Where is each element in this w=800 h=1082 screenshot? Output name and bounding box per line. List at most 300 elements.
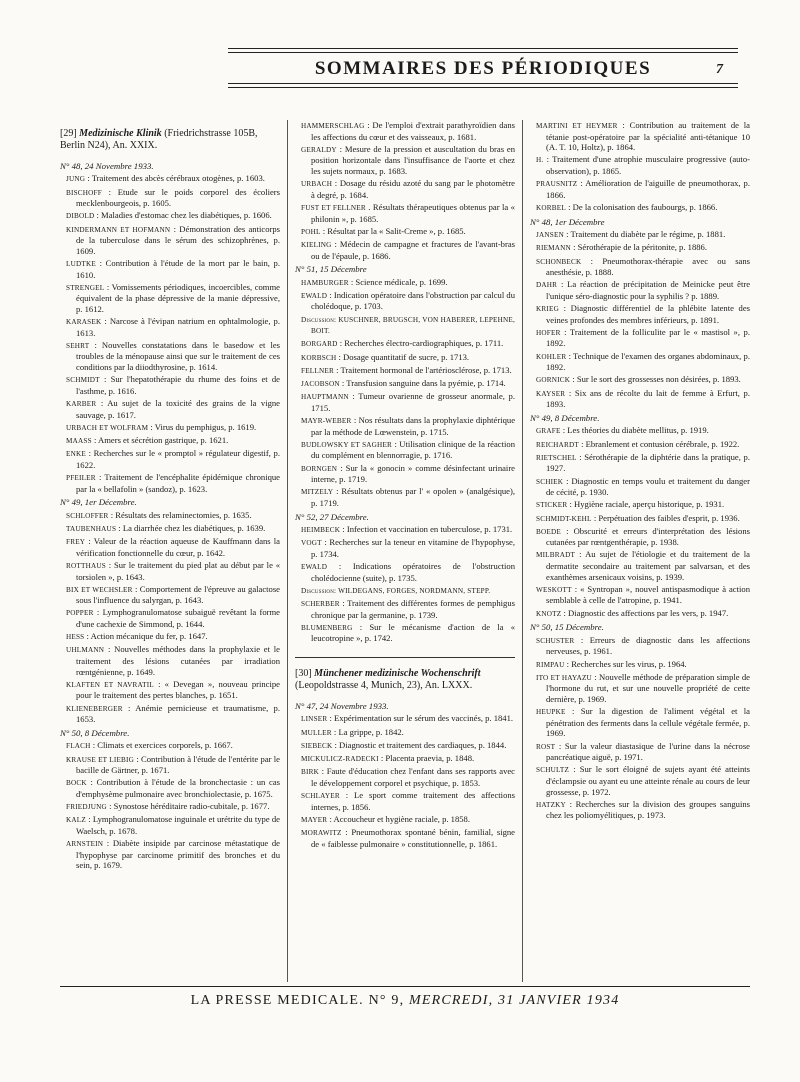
journal-details: (Leopoldstrasse 4, Munich, 23), An. LXXX.	[295, 680, 473, 692]
article-entry	[60, 801, 280, 813]
article-entry	[295, 277, 515, 289]
article-entry	[295, 561, 515, 583]
article-title: : Etude sur le poids corporel des écoliers mecklenbourgeois, p. 1605.	[76, 186, 280, 209]
article-author: SCHERBER	[301, 600, 340, 609]
article-title: : Obscurité et erreurs d'interprétation des lésions cutanées par rœntgenthérapie, p. 1938.	[546, 525, 750, 548]
article-entry	[60, 584, 280, 606]
article-author: HAMMERSCHLAG	[301, 122, 365, 130]
article-author: PRAUSNITZ	[536, 180, 578, 189]
article-title: : « Syntropan », nouvel antispasmodique à action semblable à celle de l'atropine, p. 1941.	[546, 583, 750, 606]
article-author: GRAFE	[536, 427, 561, 436]
article-entry	[530, 659, 750, 671]
header-rule-bottom	[228, 83, 738, 84]
header-rule-top-thin	[228, 52, 738, 53]
article-entry	[530, 741, 750, 763]
article-entry	[295, 727, 515, 739]
article-title: : Virus du pemphigus, p. 1619.	[150, 421, 257, 432]
article-title: : Nouvelles méthodes dans la prophylaxie et le traitement des lésions cutanées par irradiation rœntgénienne, p. 1649.	[76, 644, 280, 677]
article-title: : Recherches électro-cardiographiques, p. 1711.	[339, 338, 504, 349]
article-author: BOEDE	[536, 527, 561, 536]
article-author: HESS	[66, 633, 85, 642]
article-author: JACOBSON	[301, 380, 340, 388]
article-entry	[530, 764, 750, 797]
article-entry	[60, 510, 280, 522]
article-entry	[295, 314, 515, 337]
article-entry	[295, 524, 515, 536]
article-title: : La diarrhée chez les diabétiques, p. 1639.	[118, 522, 266, 533]
article-title: : Sur la valeur diastasique de l'urine dans la nécrose pancréatique aiguë, p. 1971.	[546, 740, 750, 763]
article-title: : Science médicale, p. 1699.	[350, 276, 448, 287]
article-entry	[60, 703, 280, 725]
article-entry	[295, 598, 515, 620]
article-title: : Recherches sur la teneur en vitamine de l'hypophyse, p. 1734.	[311, 537, 515, 559]
article-title: : Sur la digestion de l'aliment végétal et la pénétration des ferments dans la cellule végétale fermée, p. 1969.	[546, 706, 750, 739]
article-entry	[60, 644, 280, 677]
issue-heading: N° 48, 24 Novembre 1933.	[60, 160, 154, 171]
journal-details: (Friedrichstrasse 105B, Berlin N24), An. XXIX.	[60, 128, 258, 152]
article-author: MARTINI ET HEYMER	[536, 122, 618, 130]
article-entry	[530, 202, 750, 214]
column-divider	[522, 120, 523, 982]
article-title: : Sur le sort des grossesses non désirées, p. 1893.	[572, 374, 741, 385]
issue-heading: N° 47, 24 Novembre 1933.	[295, 700, 389, 711]
article-entry	[530, 499, 750, 511]
article-entry	[530, 549, 750, 582]
article-author: HEIMBECK	[301, 526, 341, 535]
article-title: : Sur le traitement du pied plat au début par le « torsiolen », p. 1643.	[76, 559, 280, 582]
article-title: : Pneumothorax-thérapie avec ou sans anesthésie, p. 1888.	[546, 255, 750, 278]
article-title: : Climats et exercices corporels, p. 1667.	[92, 740, 233, 751]
article-title: : Anémie pernicieuse et traumatisme, p. 1653.	[76, 702, 280, 725]
article-title: : La grippe, p. 1842.	[333, 726, 404, 737]
article-author: KAYSER	[536, 389, 566, 398]
article-author: KRIEG	[536, 305, 559, 314]
article-author: SEHRT	[66, 341, 90, 350]
article-entry	[530, 351, 750, 373]
article-title: : Contribution à l'étude de la mort par le bain, p. 1610.	[76, 257, 280, 280]
article-author: LINSER	[301, 715, 328, 724]
article-title: : Nouvelle méthode de préparation simple de l'hormone du rut, et sur une nouvelle propriété de cette dernière, p. 1969.	[546, 671, 751, 704]
issue-heading: N° 48, 1er Décembre	[530, 216, 605, 227]
article-entry	[295, 740, 515, 752]
article-entry	[530, 327, 750, 349]
article-entry	[530, 452, 750, 474]
article-author: RIMPAU	[536, 660, 565, 669]
article-title: : Dosage du résidu azoté du sang par le photomètre à degré, p. 1684.	[311, 178, 515, 200]
article-title: : Recherches sur les virus, p. 1964.	[566, 658, 687, 669]
article-entry	[60, 814, 280, 836]
article-author: BIX ET WECHSLER	[66, 585, 133, 594]
article-author: FELLNER	[301, 366, 334, 375]
article-title: : Traitement d'une atrophie musculaire progressive (auto-observation), p. 1865.	[546, 154, 750, 176]
article-author: MICKULICZ-RADECKI	[301, 754, 379, 763]
article-author: BUDLOWSKY ET SAGHER	[301, 440, 393, 449]
article-title: : Accoucheur et hygiène raciale, p. 1858.	[329, 813, 470, 824]
article-title: : Faute d'éducation chez l'enfant dans ses rapports avec le développement corporel et psychique, p. 1853.	[311, 766, 515, 788]
article-author: JANSEN	[536, 231, 564, 240]
article-entry	[60, 340, 280, 373]
journal-heading	[295, 668, 515, 693]
article-author: SCHLAYER	[301, 791, 340, 800]
article-entry	[295, 622, 515, 644]
article-author: JUNG	[66, 175, 86, 184]
article-author: DIBOLD	[66, 212, 95, 221]
article-author: HAUPTMANN	[301, 393, 349, 402]
article-entry	[60, 777, 280, 799]
article-title: : Diabète insipide par carcinose métastatique de l'hypophyse par carcinome primitif des bronches et du sein, p. 1679.	[76, 838, 280, 871]
article-title: : Traitement des abcès cérébraux otogènes, p. 1603.	[87, 173, 265, 184]
article-entry	[295, 814, 515, 826]
article-author: PFEILER	[66, 473, 96, 482]
article-author: DAHR	[536, 281, 558, 290]
article-title: : Action mécanique du fer, p. 1647.	[86, 631, 208, 642]
article-title: : Lymphogranulomatose subaiguë revêtant la forme d'une cachexie de Simmond, p. 1644.	[76, 607, 280, 630]
article-author: SCHMIDT-KEHL	[536, 514, 592, 523]
article-author: VOGT	[301, 539, 322, 548]
article-entry	[530, 635, 750, 657]
article-entry	[60, 472, 280, 494]
article-entry	[295, 391, 515, 413]
issue-heading: N° 49, 8 Décembre.	[530, 412, 600, 423]
article-entry	[530, 608, 750, 620]
article-title: : Expérimentation sur le sérum des vaccinés, p. 1841.	[329, 713, 514, 724]
article-entry	[60, 173, 280, 185]
article-author: BORGARD	[301, 340, 338, 349]
article-author: STICKER	[536, 501, 568, 510]
article-entry	[295, 144, 515, 177]
article-author: ROST	[536, 742, 556, 751]
article-title: : Nouvelles constatations dans le basedow et les troubles de la ménopause ainsi que sur le traitement de ces conditions par la diiodthyrosine, p. 1614.	[76, 339, 280, 373]
article-title: : Contribution à l'étude de l'entérite par le bacille de Gärtner, p. 1671.	[76, 753, 280, 776]
article-title: : Contribution au traitement de la tétanie post-opératoire par la spécialité anti-tétanique 10 (A. T. 10, Holtz), p. 1864.	[546, 120, 750, 153]
page-title: SOMMAIRES DES PÉRIODIQUES	[314, 58, 652, 79]
issue-heading: N° 51, 15 Décembre	[295, 264, 367, 275]
article-title: : Narcose à l'évipan natrium en ophtalmologie, p. 1613.	[76, 316, 280, 338]
article-author: SCHULTZ	[536, 766, 570, 775]
page-footer	[60, 993, 750, 1009]
article-title: : Sérothérapie de la diphtérie dans la pratique, p. 1927.	[546, 451, 750, 474]
article-entry	[60, 536, 280, 558]
article-author: SCHUSTER	[536, 636, 575, 645]
article-entry	[295, 753, 515, 765]
article-title: : Le sport comme traitement des affections internes, p. 1856.	[311, 789, 516, 812]
journal-name: Medizinische Klinik	[79, 128, 162, 139]
article-author: KRAUSE ET LIEBIG	[66, 755, 135, 764]
article-author: BISCHOFF	[66, 188, 102, 197]
article-title: : Infection et vaccination en tuberculose, p. 1731.	[342, 524, 513, 535]
article-author: KLAFTEN ET NAVRATIL	[66, 680, 154, 689]
article-title: : Indication opératoire dans l'obstruction par calcul du cholédoque, p. 1703.	[311, 289, 515, 312]
article-author: HAMBURGER	[301, 278, 349, 287]
article-entry	[530, 242, 750, 254]
article-title: : Mesure de la pression et auscultation du bras en position horizontale dans l'insuffisance de l'aorte et chez les sujets normaux, p. 1683.	[311, 143, 515, 176]
article-entry	[60, 374, 280, 396]
article-title: : Indications opératoires de l'obstruction cholédocienne (suite), p. 1735.	[311, 561, 516, 583]
article-author: KALZ	[66, 816, 86, 825]
article-title: : Utilisation clinique de la réaction du complément en blennorragie, p. 1716.	[311, 438, 515, 461]
issue-heading: N° 49, 1er Décembre.	[60, 497, 137, 508]
article-author: BLUMENBERG	[301, 623, 353, 632]
article-entry	[295, 486, 515, 508]
article-author: KLIENEBERGER	[66, 704, 123, 713]
article-author: HEUPKE	[536, 708, 566, 717]
article-entry	[295, 585, 515, 597]
article-entry	[295, 713, 515, 725]
article-title: : Sur la « gonocin » comme désinfectant urinaire interne, p. 1719.	[311, 462, 515, 485]
header-rule-top	[228, 48, 738, 49]
article-author: URBACH	[301, 180, 333, 189]
article-author: TAUBENHAUS	[66, 524, 117, 533]
article-author: EWALD	[301, 563, 328, 572]
article-entry	[60, 435, 280, 447]
article-entry	[295, 766, 515, 788]
article-entry	[295, 415, 515, 437]
journal-number: [30]	[295, 668, 315, 679]
article-title: : Traitement du diabète par le régime, p. 1881.	[566, 229, 726, 240]
article-author: KORBEL	[536, 203, 566, 212]
article-author: MAYER	[301, 815, 328, 824]
issue-heading: N° 52, 27 Décembre.	[295, 511, 369, 522]
article-entry	[60, 838, 280, 871]
article-entry	[530, 120, 750, 153]
article-entry	[530, 672, 750, 705]
article-author: URBACH ET WOLFRAM	[66, 423, 149, 432]
article-title: : Diagnostic et traitement des cardiaques, p. 1844.	[334, 739, 507, 750]
article-title: : De l'emploi d'extrait parathyroïdien dans les affections du cœur et des vaisseaux, p. 1681.	[311, 120, 515, 142]
article-entry	[60, 740, 280, 752]
article-title: : De la colonisation des faubourgs, p. 1866.	[568, 201, 718, 212]
journal-name: Münchener medizinische Wochenschrift	[314, 668, 481, 679]
column-1	[60, 120, 280, 982]
article-author: Discussion: WILDEGANS, FORGES, NORDMANN, STEPP.	[301, 586, 491, 595]
article-author: KARASEK	[66, 318, 102, 327]
article-title: : Traitement hormonal de l'artériosclérose, p. 1713.	[336, 364, 512, 375]
article-author: BOCK	[66, 779, 87, 788]
article-entry	[295, 827, 515, 849]
article-title: : Résultats des relaminectomies, p. 1635.	[110, 509, 252, 520]
article-author: ENKE	[66, 450, 86, 459]
article-entry	[295, 352, 515, 364]
article-entry	[530, 513, 750, 525]
article-entry	[60, 282, 280, 315]
article-entry	[530, 799, 750, 821]
article-title: : Traitement de l'encéphalite épidémique chronique par la « bellafolin » (sandoz), p. 1623.	[76, 471, 280, 494]
article-entry	[530, 154, 750, 176]
footer-rule	[60, 986, 750, 987]
article-entry	[60, 422, 280, 434]
article-title: : Comportement de l'épreuve au galactose sous l'influence du salyrgan, p. 1643.	[76, 583, 280, 606]
article-entry	[60, 210, 280, 222]
article-title: : Diagnostic des affections par les vers, p. 1947.	[563, 607, 729, 618]
article-entry	[60, 187, 280, 209]
article-entry	[60, 258, 280, 280]
column-2	[295, 120, 515, 982]
article-author: RIEMANN	[536, 244, 571, 253]
article-author: H.	[536, 156, 544, 165]
article-title: : Traitement des différentes formes de pemphigus chronique par la germanine, p. 1739.	[311, 598, 515, 620]
article-title: : Démonstration des anticorps de la tuberculose dans le sérum des schizophrènes, p. 1609.	[76, 223, 280, 256]
article-title: . Résultats thérapeutiques obtenus par la « philonin », p. 1685.	[311, 201, 515, 224]
article-author: BORNGEN	[301, 464, 338, 473]
article-author: WESKOTT	[536, 585, 572, 594]
article-title: : Hygiène raciale, aperçu historique, p. 1931.	[569, 499, 725, 510]
footer-journal: LA PRESSE MEDICALE.	[190, 993, 364, 1008]
article-entry	[295, 537, 515, 559]
article-entry	[295, 202, 515, 224]
issue-heading: N° 50, 15 Décembre.	[530, 622, 604, 633]
article-title: : Erreurs de diagnostic dans les affections nerveuses, p. 1961.	[546, 634, 750, 657]
article-entry	[295, 120, 515, 142]
article-entry	[295, 178, 515, 200]
article-author: FREY	[66, 538, 86, 547]
article-entry	[295, 439, 515, 461]
article-author: MULLER	[301, 728, 332, 737]
article-author: FRIEDJUNG	[66, 803, 107, 812]
article-author: POPPER	[66, 609, 94, 618]
article-author: FLACH	[66, 742, 91, 751]
article-entry	[60, 316, 280, 338]
article-entry	[60, 754, 280, 776]
article-author: HATZKY	[536, 800, 566, 809]
article-entry	[60, 631, 280, 643]
article-entry	[295, 338, 515, 350]
article-author: SCHIEK	[536, 477, 564, 486]
article-title: : Médecin de campagne et fractures de l'avant-bras ou de l'épaule, p. 1686.	[311, 238, 515, 261]
article-title: : Sur le sort éloigné de sujets ayant été atteints d'éclampsie ou ayant eu une atteinte rénale au cours de leur grossesse, p. 1972.	[546, 764, 750, 797]
article-title: : Recherches sur la division des groupes sanguins chez les poliomyélitiques, p. 1973.	[546, 798, 751, 821]
article-title: : Transfusion sanguine dans la pyémie, p. 1714.	[341, 378, 506, 388]
header-rule-bottom-thin	[228, 87, 738, 88]
article-title: : Au sujet de la toxicité des grains de la vigne sauvage, p. 1617.	[76, 398, 280, 420]
article-title: : Au sujet de l'étiologie et du traitement de la dermatite secondaire au traitement par salvarsan, et des exanthèmes arsenicaux voisins, p. 1939.	[546, 549, 750, 582]
article-entry	[295, 365, 515, 377]
article-author: KORBSCH	[301, 353, 337, 362]
journal-number: [29]	[60, 128, 80, 139]
article-title: : Amers et sécrétion gastrique, p. 1621.	[93, 435, 229, 445]
article-entry	[60, 679, 280, 701]
page-number: 7	[716, 62, 723, 77]
article-entry	[295, 239, 515, 261]
article-author: KINDERMANN ET HOFMANN	[66, 225, 171, 234]
article-title: : Synostose héréditaire radio-cubitale, p. 1677.	[109, 801, 270, 812]
article-title: : Recherches sur le « promptol » régulateur digestif, p. 1622.	[76, 448, 280, 470]
article-title: : La réaction de précipitation de Meinicke peut être l'unique séro-diagnostic pour la syphilis ? p. 1889.	[546, 279, 751, 301]
article-entry	[530, 178, 750, 200]
article-entry	[295, 290, 515, 312]
article-author: KNOTZ	[536, 609, 562, 618]
article-title: : Tumeur ovarienne de grosseur anormale, p. 1715.	[311, 391, 515, 413]
article-author: GERALDY	[301, 145, 337, 154]
article-title: : Maladies d'estomac chez les diabétiques, p. 1606.	[96, 210, 272, 221]
article-author: KARBER	[66, 400, 97, 409]
article-title: : Sur l'hepatothérapie du rhume des foins et de l'asthme, p. 1616.	[76, 374, 280, 396]
article-title: : Valeur de la réaction aqueuse de Kauffmann dans la vérification fonctionnelle du cœur, p. 1642.	[76, 536, 280, 558]
article-entry	[60, 523, 280, 535]
article-author: STRENGEL	[66, 283, 105, 292]
article-author: SCHONBECK	[536, 257, 582, 266]
article-title: : Vomissements périodiques, incoercibles, comme équivalent de la phase dépressive de la manie dépressive, p. 1612.	[76, 281, 280, 314]
article-entry	[60, 607, 280, 629]
article-author: ARNSTEIN	[66, 840, 104, 849]
article-entry	[295, 463, 515, 485]
footer-date: MERCREDI, 31 JANVIER 1934	[409, 993, 620, 1008]
article-entry	[295, 378, 515, 390]
article-author: ROTTHAUS	[66, 561, 106, 570]
article-author: SCHLOFFER	[66, 511, 109, 520]
article-title: : Pneumothorax spontané bénin, familial, signe de « faiblesse pulmonaire » constitutionnelle, p. 1861.	[311, 826, 515, 849]
article-entry	[530, 256, 750, 278]
article-entry	[530, 526, 750, 548]
article-title: : « Devegan », nouveau principe pour le traitement des pertes blanches, p. 1651.	[76, 678, 280, 701]
article-author: MORAWITZ	[301, 828, 342, 837]
article-author: REICHARDT	[536, 440, 579, 449]
article-entry	[530, 229, 750, 241]
article-title: : Six ans de récolte du lait de femme à Erfurt, p. 1893.	[546, 387, 750, 410]
article-entry	[530, 584, 750, 606]
article-title: : Résultat par la « Salit-Creme », p. 1685.	[322, 225, 466, 236]
article-author: HOFER	[536, 328, 561, 337]
article-entry	[295, 226, 515, 238]
article-author: MITZELY	[301, 488, 334, 497]
column-3	[530, 120, 750, 982]
article-entry	[60, 448, 280, 470]
article-title: : Résultats obtenus par l' « opolen » (analgésique), p. 1719.	[311, 486, 515, 508]
article-entry	[60, 560, 280, 582]
article-title: : Sur le mécanisme d'action de la « leucotropine », p. 1742.	[311, 621, 515, 644]
article-author: SIEBECK	[301, 741, 333, 750]
article-entry	[530, 303, 750, 325]
issue-heading: N° 50, 8 Décembre.	[60, 727, 130, 738]
column-divider	[287, 120, 288, 982]
article-entry	[530, 279, 750, 301]
article-entry	[295, 790, 515, 812]
article-author: BIRK	[301, 768, 319, 777]
article-entry	[530, 706, 750, 739]
article-title: : Lymphogranulomatose inguinale et urétrite du type de Waelsch, p. 1678.	[76, 814, 280, 836]
article-title: : Placenta praevia, p. 1848.	[380, 752, 475, 763]
article-entry	[530, 388, 750, 410]
article-entry	[530, 374, 750, 386]
article-title: : Les théories du diabète mellitus, p. 1919.	[562, 425, 709, 436]
article-author: ITO ET HAYAZU	[536, 673, 592, 682]
article-title: : Amélioration de l'aiguille de pneumothorax, p. 1866.	[546, 178, 750, 200]
article-title: : Sérothérapie de la péritonite, p. 1886.	[573, 242, 707, 253]
article-title: : Perpétuation des faibles d'esprit, p. 1936.	[593, 512, 740, 523]
footer-issue: N° 9,	[368, 993, 405, 1008]
article-entry	[60, 224, 280, 257]
article-author: LUDTKE	[66, 259, 96, 268]
article-author: KOHLER	[536, 352, 567, 361]
article-entry	[530, 439, 750, 451]
article-author: Discussion: KUSCHNER, BRUGSCH, VON HABERER, LEPEHNE, BOIT.	[301, 315, 515, 336]
journal-separator	[295, 657, 515, 658]
article-author: GORNICK	[536, 376, 571, 385]
article-author: KIELING	[301, 240, 332, 249]
article-author: MAYR-WEBER	[301, 416, 352, 425]
article-title: : Diagnostic différentiel de la phlébite latente des veines profondes des membres inférieurs, p. 1891.	[546, 303, 751, 325]
article-author: POHL	[301, 227, 321, 236]
article-author: MILBRADT	[536, 551, 576, 560]
article-author: RIETSCHEL	[536, 453, 577, 462]
article-entry	[60, 398, 280, 420]
journal-heading	[60, 128, 280, 153]
article-title: : Traitement de la folliculite par le « mastisol », p. 1892.	[546, 326, 750, 349]
article-author: UHLMANN	[66, 646, 105, 655]
article-title: : Technique de l'examen des organes abdominaux, p. 1892.	[546, 350, 750, 373]
article-entry	[530, 425, 750, 437]
article-author: FUST ET FELLNER	[301, 203, 366, 212]
article-title: : Nos résultats dans la prophylaxie diphtérique par la méthode de Lœwenstein, p. 1715.	[311, 414, 516, 437]
